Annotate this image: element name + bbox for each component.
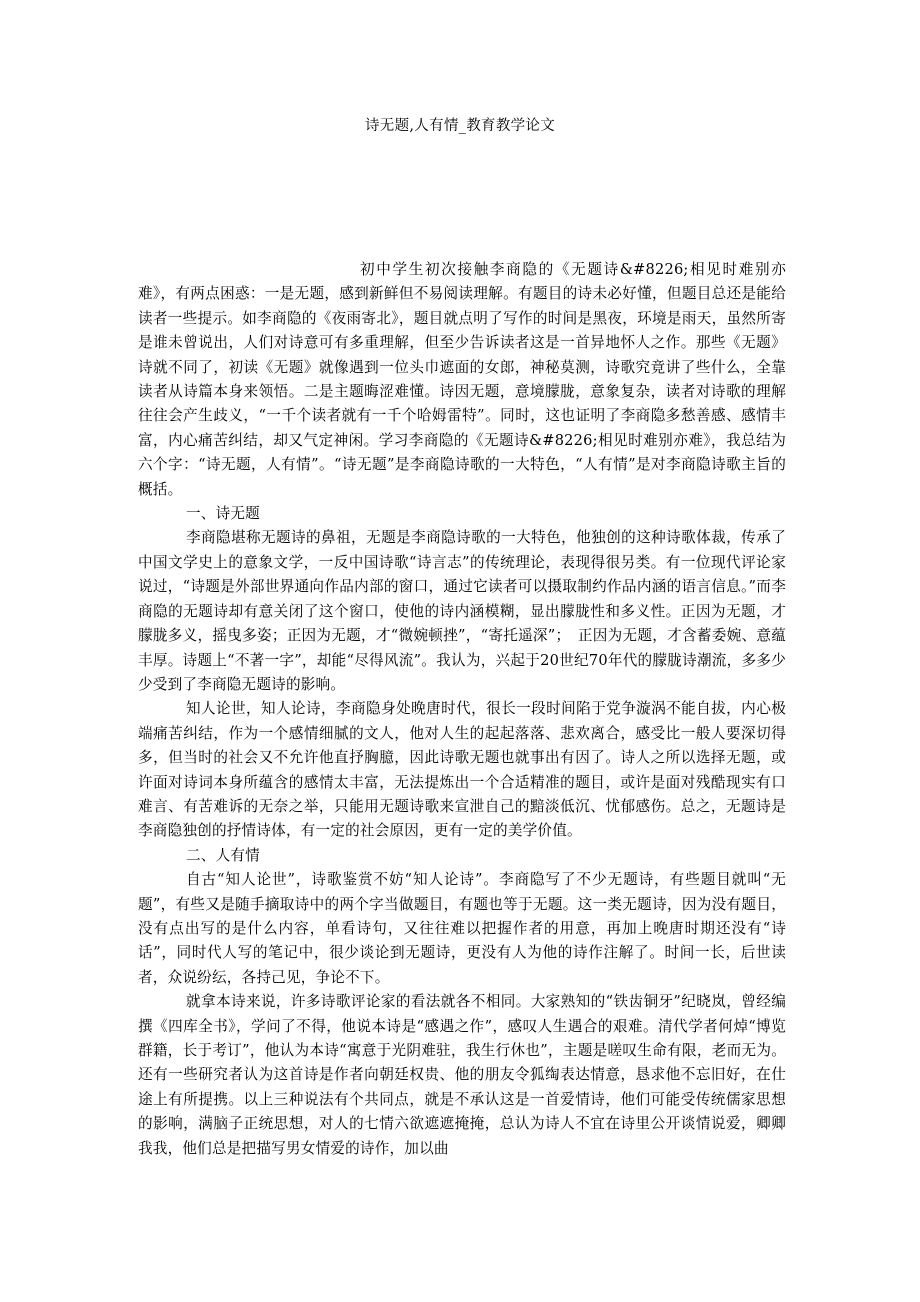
section-heading-2: 二、人有情 [186, 846, 260, 864]
body-paragraph: 李商隐堪称无题诗的鼻祖，无题是李商隐诗歌的一大特色，他独创的这种诗歌体裁，传承了中国文学史上的意象文学，一反中国诗歌“诗言志”的传统理论，表现得很另类。有一位现代评论家说过，“诗题是外部世界通向作品内部的窗口，通过它读者可以摄取制约作品内涵的语言信息。”而李商隐的无题诗却有意关闭了这个窗口，使他的诗内涵模糊，显出朦胧性和多义性。正因为无题，才朦胧多义，摇曳多姿；正因为无题，才“微婉顿挫”，“寄托遥深”； 正因为无题，才含蓄委婉、意蕴丰厚。诗题上“不著一字”，却能“尽得风流”。我认为，兴起于20世纪70年代的朦胧诗潮流，多多少少受到了李商隐无题诗的影响。 [138, 529, 786, 693]
document-body [138, 258, 786, 1161]
body-paragraph: 就拿本诗来说，许多诗歌评论家的看法就各不相同。大家熟知的“铁齿铜牙”纪晓岚，曾经编撰《四库全书》，学问了不得，他说本诗是“感遇之作”，感叹人生遇合的艰难。清代学者何焯“博览群籍，长于考订”，他认为本诗“寓意于光阴难驻，我生行休也”，主题是嗟叹生命有限，老而无为。还有一些研究者认为这首诗是作者向朝廷权贵、他的朋友令狐绹表达情意，恳求他不忘旧好，在仕途上有所提携。以上三种说法有个共同点，就是不承认这是一首爱情诗，他们可能受传统儒家思想的影响，满脑子正统思想，对人的七情六欲遮遮掩掩，总认为诗人不宜在诗里公开谈情说爱，卿卿我我，他们总是把描写男女情爱的诗作，加以曲 [138, 993, 786, 1157]
body-paragraph: 知人论世，知人论诗，李商隐身处晚唐时代，很长一段时间陷于党争漩涡不能自拔，内心极端痛苦纠结，作为一个感情细腻的文人，他对人生的起起落落、悲欢离合，感受比一般人要深切得多，但当时的社会又不允许他直抒胸臆，因此诗歌无题也就事出有因了。诗人之所以选择无题，或许面对诗词本身所蕴含的感情太丰富，无法提炼出一个合适精准的题目，或许是面对残酷现实有口难言、有苦难诉的无奈之举，只能用无题诗歌来宣泄自己的黯淡低沉、忧郁感伤。总之，无题诗是李商隐独创的抒情诗体，有一定的社会原因，更有一定的美学价值。 [138, 700, 786, 840]
intro-paragraph: 初中学生初次接触李商隐的《无题诗&#8226;相见时难别亦难》，有两点困惑：一是无题，感到新鲜但不易阅读理解。有题目的诗未必好懂，但题目总还是能给读者一些提示。如李商隐的《夜雨寄北》，题目就点明了写作的时间是黑夜，环境是雨天，虽然所寄是谁未曾说出，人们对诗意可有多重理解，但至少告诉读者这是一首异地怀人之作。那些《无题》诗就不同了，初读《无题》就像遇到一位头巾遮面的女郎，神秘莫测，诗歌究竟讲了些什么，全靠读者从诗篇本身来领悟。二是主题晦涩难懂。诗因无题，意境朦胧，意象复杂，读者对诗歌的理解往往会产生歧义，“一千个读者就有一千个哈姆雷特”。同时，这也证明了李商隐多愁善感、感情丰富，内心痛苦纠结，却又气定神闲。学习李商隐的《无题诗&#8226;相见时难别亦难》，我总结为六个字：“诗无题，人有情”。“诗无题”是李商隐诗歌的一大特色，“人有情”是对李商隐诗歌主旨的概括。 [138, 261, 786, 498]
document-title: 诗无题,人有情_教育教学论文 [364, 118, 556, 134]
body-paragraph: 自古“知人论世”，诗歌鉴赏不妨“知人论诗”。李商隐写了不少无题诗，有些题目就叫“无题”，有些又是随手摘取诗中的两个字当做题目，有题也等于无题。这一类无题诗，因为没有题目，没有点出写的是什么内容，单看诗句，又往往难以把握作者的用意，再加上晚唐时期还没有“诗话”，同时代人写的笔记中，很少谈论到无题诗，更没有人为他的诗作注解了。时间一长，后世读者，众说纷纭，各持己见，争论不下。 [138, 871, 786, 986]
section-heading-1: 一、诗无题 [186, 505, 260, 523]
